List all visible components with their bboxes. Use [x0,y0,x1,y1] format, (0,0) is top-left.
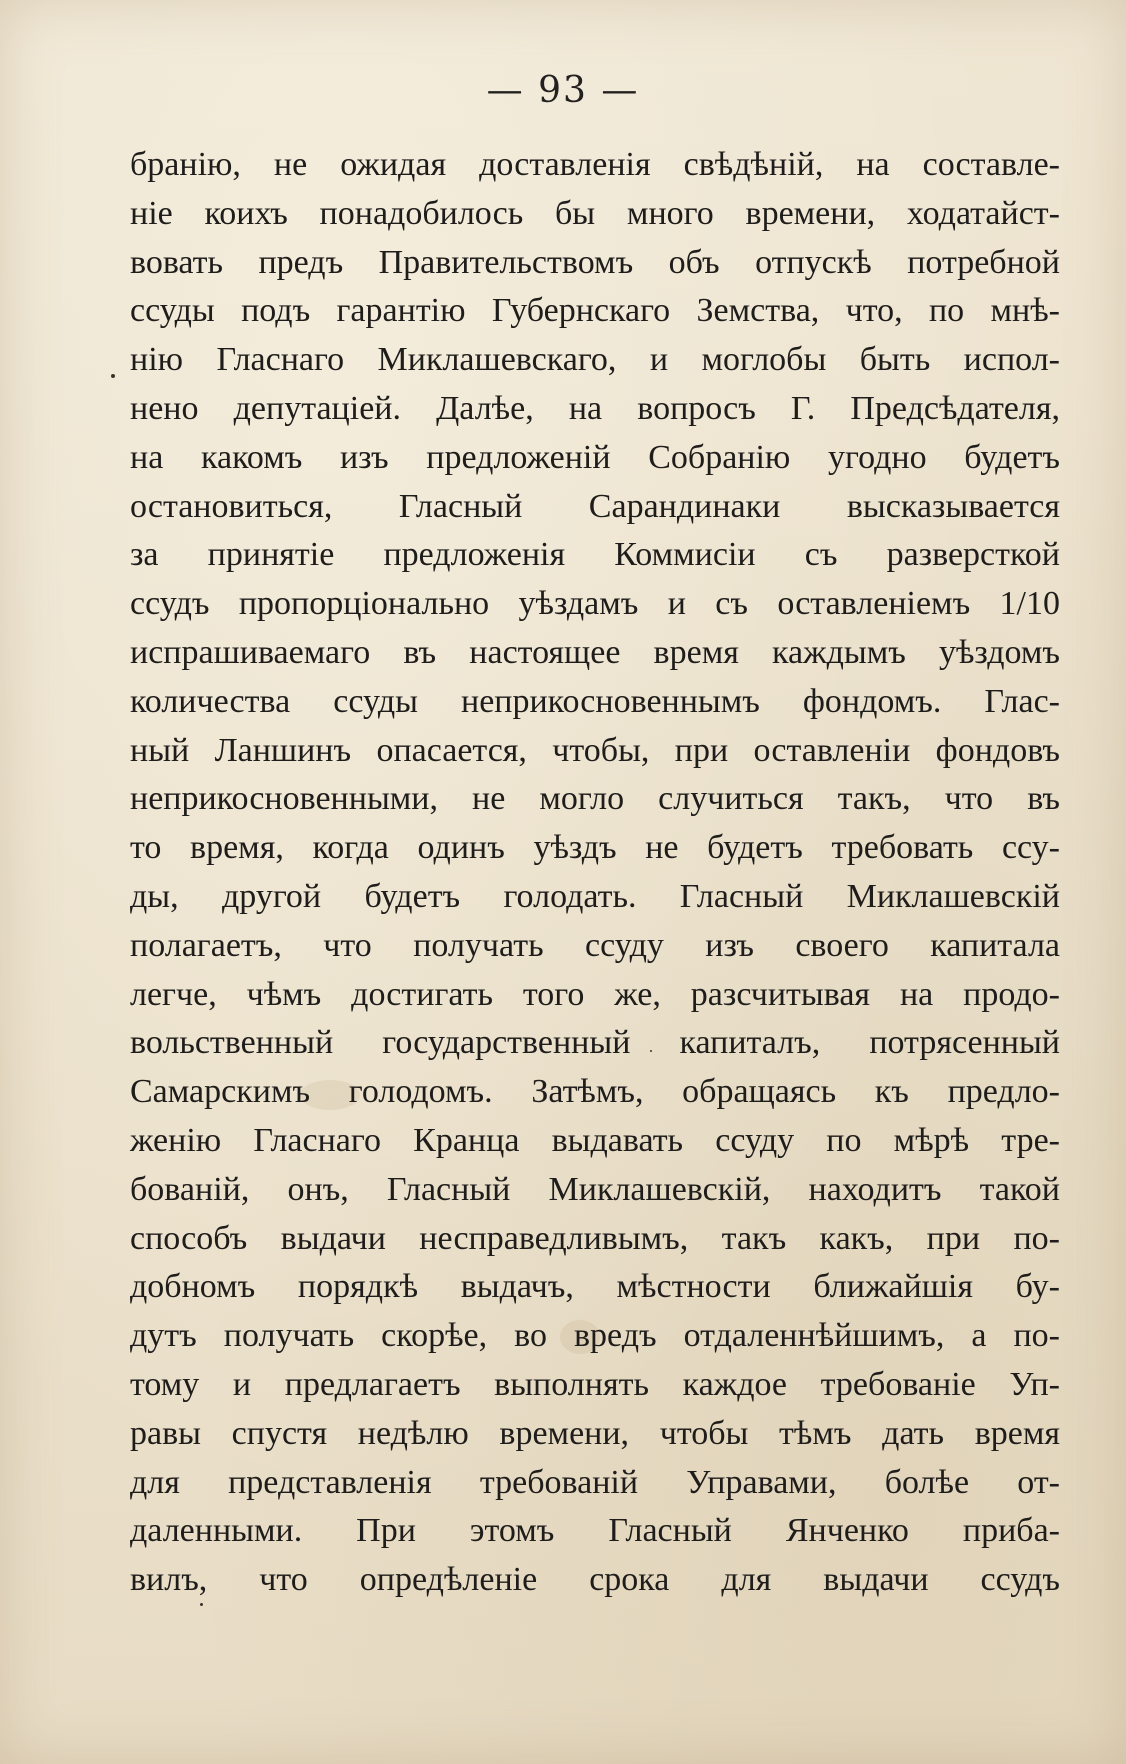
text-line: нено депутаціей. Далѣе, на вопросъ Г. Предсѣдателя, [130,389,1060,427]
text-line: ніе коихъ понадобилось бы много времени, ходатайст- [130,194,1060,232]
text-line: женію Гласнаго Кранца выдавать ссуду по мѣрѣ тре- [130,1121,1060,1159]
text-line: бранію, не ожидая доставленія свѣдѣній, на составле- [130,146,1060,183]
text-line: легче, чѣмъ достигать того же, разсчитывая на продо- [130,975,1060,1013]
text-line: бованій, онъ, Гласный Миклашевскій, находитъ такой [130,1170,1060,1208]
text-line: способъ выдачи несправедливымъ, такъ какъ, при по- [130,1219,1060,1257]
text-line: остановиться, Гласный Сарандинаки высказывается [130,487,1060,525]
ink-speck [111,374,115,378]
text-line: для представленія требованій Управами, болѣе от- [130,1463,1060,1501]
text-line: то время, когда одинъ уѣздъ не будетъ требовать ссу- [130,829,1060,867]
text-line: ды, другой будетъ голодать. Гласный Миклашевскій [130,877,1060,915]
text-line: ссуды подъ гарантію Губернскаго Земства, что, по мнѣ- [130,292,1060,330]
text-line: на какомъ изъ предложеній Собранію угодно будетъ [130,438,1060,476]
text-line: вольственный государственный капиталъ, потрясенный [130,1024,1060,1062]
text-line: добномъ порядкѣ выдачъ, мѣстности ближайшія бу- [130,1268,1060,1306]
text-line: испрашиваемаго въ настоящее время каждымъ уѣздомъ [130,633,1060,671]
page-number: — 93 — [486,70,640,111]
text-line: тому и предлагаетъ выполнять каждое требованіе Уп- [130,1365,1060,1403]
text-line: дутъ получать скорѣе, во вредъ отдаленнѣйшимъ, а по- [130,1317,1060,1355]
text-line: количества ссуды неприкосновеннымъ фондомъ. Глас- [130,682,1060,720]
text-line: вилъ, что опредѣленіе срока для выдачи ссудъ [130,1561,1060,1599]
text-line: ссудъ пропорціонально уѣздамъ и съ оставленіемъ 1/10 [130,585,1060,623]
text-line: полагаетъ, что получать ссуду изъ своего капитала [130,926,1060,964]
text-line: вовать предъ Правительствомъ объ отпускѣ потребной [130,243,1060,281]
text-line: нію Гласнаго Миклашевскаго, и моглобы быть испол- [130,341,1060,379]
text-line: Самарскимъ голодомъ. Затѣмъ, обращаясь къ предло- [130,1073,1060,1111]
body-text [130,141,1060,1605]
text-line: неприкосновенными, не могло случиться такъ, что въ [130,780,1060,818]
text-line: даленными. При этомъ Гласный Янченко приба- [130,1512,1060,1550]
text-line: ный Ланшинъ опасается, чтобы, при оставленіи фондовъ [130,731,1060,769]
text-line: за принятіе предложенія Коммисіи съ разверсткой [130,536,1060,574]
text-line: равы спустя недѣлю времени, чтобы тѣмъ дать время [130,1414,1060,1452]
